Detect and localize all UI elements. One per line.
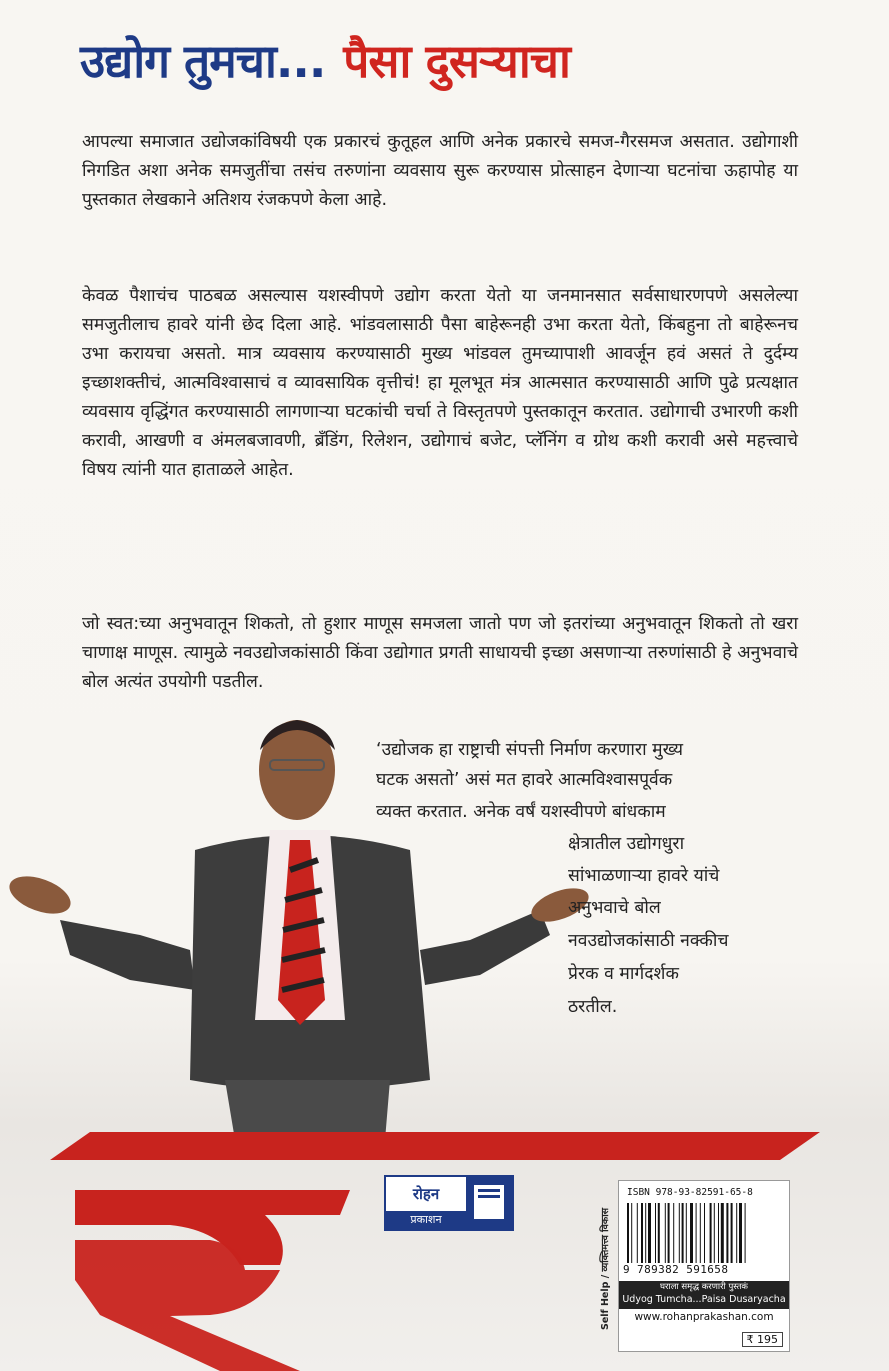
blurb-paragraph-2: केवळ पैशाचंच पाठबळ असल्यास यशस्वीपणे उद्योग करता येतो या जनमानसात सर्वसाधारणपणे असलेल्या समजुतीलाच हावरे यांनी छेद दिला आहे. भांडवलासाठी पैसा बाहेरूनही उभा करता येतो, किंबहुना तो बाहेरूनच उभा करायचा असतो. मात्र व्यवसाय करण्यासाठी मुख्य भांडवल तुमच्यापाशी आवर्जून हवं असतं ते दुर्दम्य इच्छाशक्तीचं, आत्मविश्वासाचं व व्यावसायिक वृत्तीचं! हा मूलभूत मंत्र आत्मसात करण्यासाठी आणि पुढे प्रत्यक्षात व्यवसाय वृद्धिंगत करण्यासाठी लागणाऱ्या घटकांची चर्चा ते विस्तृतपणे पुस्तकातून करतात. उद्योगाची उभारणी कशी करावी, आखणी व अंमलबजावणी, ब्रँडिंग, रिलेशन, उद्योगाचं बजेट, प्लॅनिंग व ग्रोथ कशी करावी असे महत्त्वाचे विषय त्यांनी यात हाताळले आहेत. xyxy=(82,286,798,480)
quote-line: व्यक्त करतात. अनेक वर्षं यशस्वीपणे बांधकाम xyxy=(376,802,666,822)
barcode-number: 9 789382 591658 xyxy=(623,1263,729,1276)
barcode-graphic xyxy=(627,1203,781,1263)
blurb-paragraph-1: आपल्या समाजात उद्योजकांविषयी एक प्रकारचं कुतूहल आणि अनेक प्रकारचे समज-गैरसमज असतात. उद्योगाशी निगडित अशा अनेक समजुतींचा तसंच तरुणांना व्यवसाय सुरू करण्यास प्रोत्साहन देणाऱ्या घटनांचा ऊहापोह या पुस्तकात लेखकाने अतिशय रंजकपणे केला आहे. xyxy=(82,132,798,210)
publisher-name: रोहन xyxy=(412,1185,440,1203)
publisher-logo xyxy=(384,1175,514,1231)
tagline: घराला समृद्ध करणारी पुस्तकं xyxy=(660,1282,748,1292)
isbn-text: ISBN 978-93-82591-65-8 xyxy=(627,1187,753,1198)
quote-line: अनुभवाचे बोल xyxy=(568,898,661,918)
quote-line: सांभाळणाऱ्या हावरे यांचे xyxy=(568,866,720,886)
quote-line: ठरतील. xyxy=(568,997,618,1017)
tagline-strip xyxy=(619,1281,789,1309)
book-icon xyxy=(466,1177,512,1229)
category-label: Self Help / व्यक्तिमत्त्व विकास xyxy=(600,1207,611,1330)
title-part-1: उद्योग तुमचा... xyxy=(80,34,326,88)
blurb-paragraph-3: जो स्वत:च्या अनुभवातून शिकतो, तो हुशार माणूस समजला जातो पण जो इतरांच्या अनुभवातून शिकतो तो खरा चाणाक्ष माणूस. त्यामुळे नवउद्योजकांसाठी किंवा उद्योगात प्रगती साधायची इच्छा असणाऱ्या तरुणांसाठी हे अनुभवाचे बोल अत्यंत उपयोगी पडतील. xyxy=(82,614,798,692)
quote-line: क्षेत्रातील उद्योगधुरा xyxy=(568,834,685,854)
publisher-url: www.rohanprakashan.com xyxy=(634,1311,774,1323)
quote-line: प्रेरक व मार्गदर्शक xyxy=(568,964,679,984)
publisher-sub: प्रकाशन xyxy=(386,1211,466,1229)
price-tag: ₹ 195 xyxy=(742,1332,784,1347)
barcode-panel xyxy=(618,1180,790,1352)
quote-line: घटक असतो’ असं मत हावरे आत्मविश्वासपूर्वक xyxy=(376,770,673,790)
series-title: Udyog Tumcha...Paisa Dusaryacha xyxy=(622,1294,786,1305)
quote-line: नवउद्योजकांसाठी नक्कीच xyxy=(568,931,729,951)
title-part-2: पैसा दुसऱ्याचा xyxy=(343,34,570,88)
quote-line: ‘उद्योजक हा राष्ट्राची संपत्ती निर्माण करणारा मुख्य xyxy=(376,740,684,760)
book-title xyxy=(80,26,640,96)
